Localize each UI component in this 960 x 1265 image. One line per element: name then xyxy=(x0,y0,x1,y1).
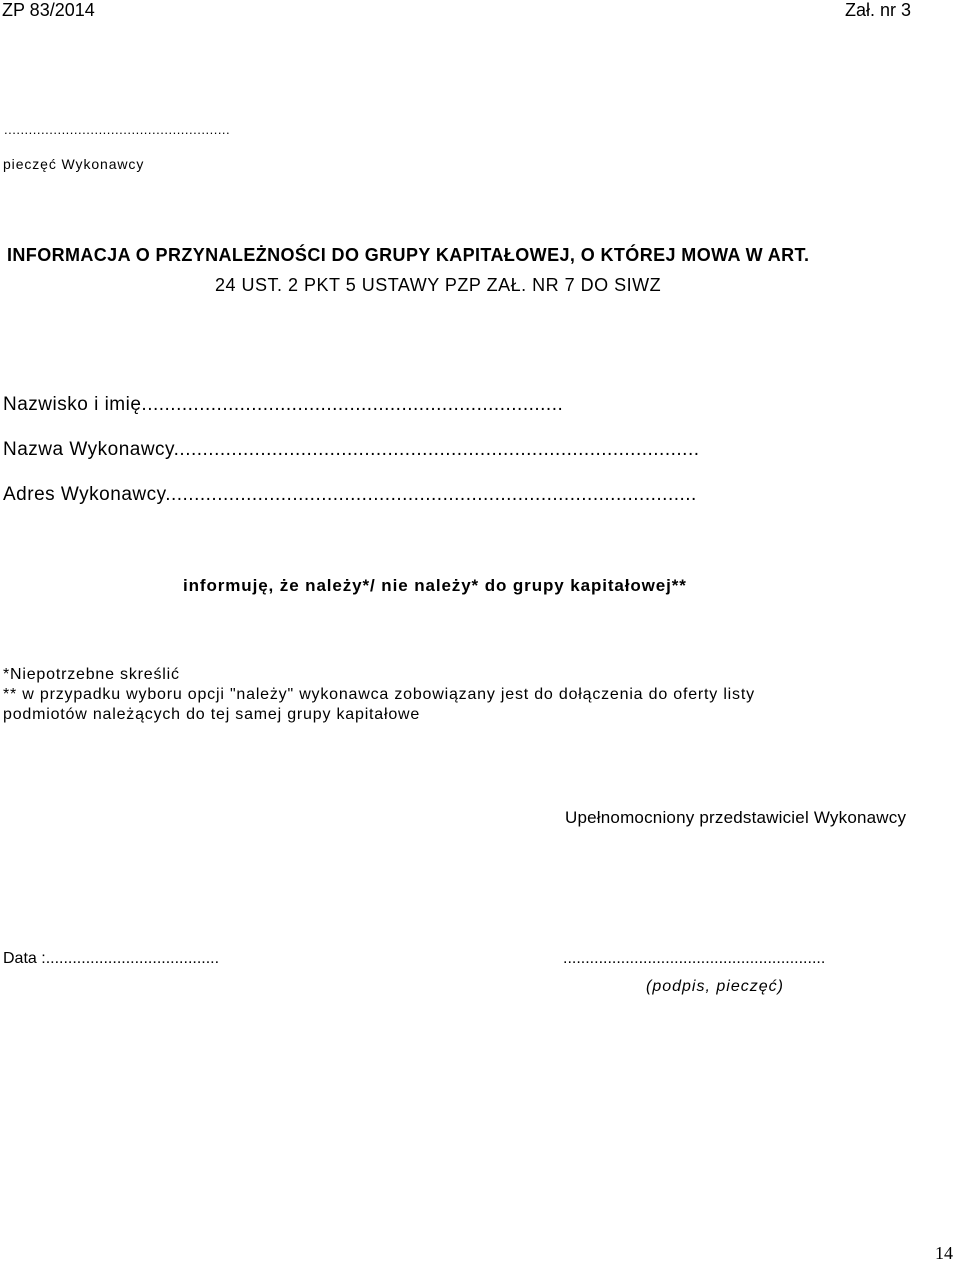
footnote-strike-out: *Niepotrzebne skreślić xyxy=(3,666,180,683)
declaration-statement: informuję, że należy*/ nie należy* do grupy kapitałowej** xyxy=(183,576,687,595)
header-attachment-number: Zał. nr 3 xyxy=(845,0,912,20)
signature-label: (podpis, pieczęć) xyxy=(646,978,784,995)
authorized-representative-label: Upełnomocniony przedstawiciel Wykonawcy xyxy=(565,808,907,827)
footnote-group-list-line-1: ** w przypadku wyboru opcji "należy" wykonawca zobowiązany jest do dołączenia do oferty listy xyxy=(3,686,755,703)
footnote-group-list-line-2: podmiotów należących do tej samej grupy kapitałowe xyxy=(3,706,421,723)
company-name-field: Nazwa Wykonawcy........................................................................................... xyxy=(3,439,700,460)
header-document-number: ZP 83/2014 xyxy=(2,0,95,20)
signature-line: ........................................................... xyxy=(563,950,826,967)
page-number: 14 xyxy=(935,1243,953,1263)
document-title-line-2: 24 UST. 2 PKT 5 USTAWY PZP ZAŁ. NR 7 DO SIWZ xyxy=(215,275,662,295)
stamp-placeholder-line: ....................................................... xyxy=(4,122,231,137)
date-field: Data :....................................... xyxy=(3,950,220,967)
document-title-line-1: INFORMACJA O PRZYNALEŻNOŚCI DO GRUPY KAPITAŁOWEJ, O KTÓREJ MOWA W ART. xyxy=(7,245,810,265)
name-field: Nazwisko i imię......................................................................... xyxy=(3,394,564,415)
stamp-label: pieczęć Wykonawcy xyxy=(3,156,145,172)
company-address-field: Adres Wykonawcy............................................................................................ xyxy=(3,484,697,505)
